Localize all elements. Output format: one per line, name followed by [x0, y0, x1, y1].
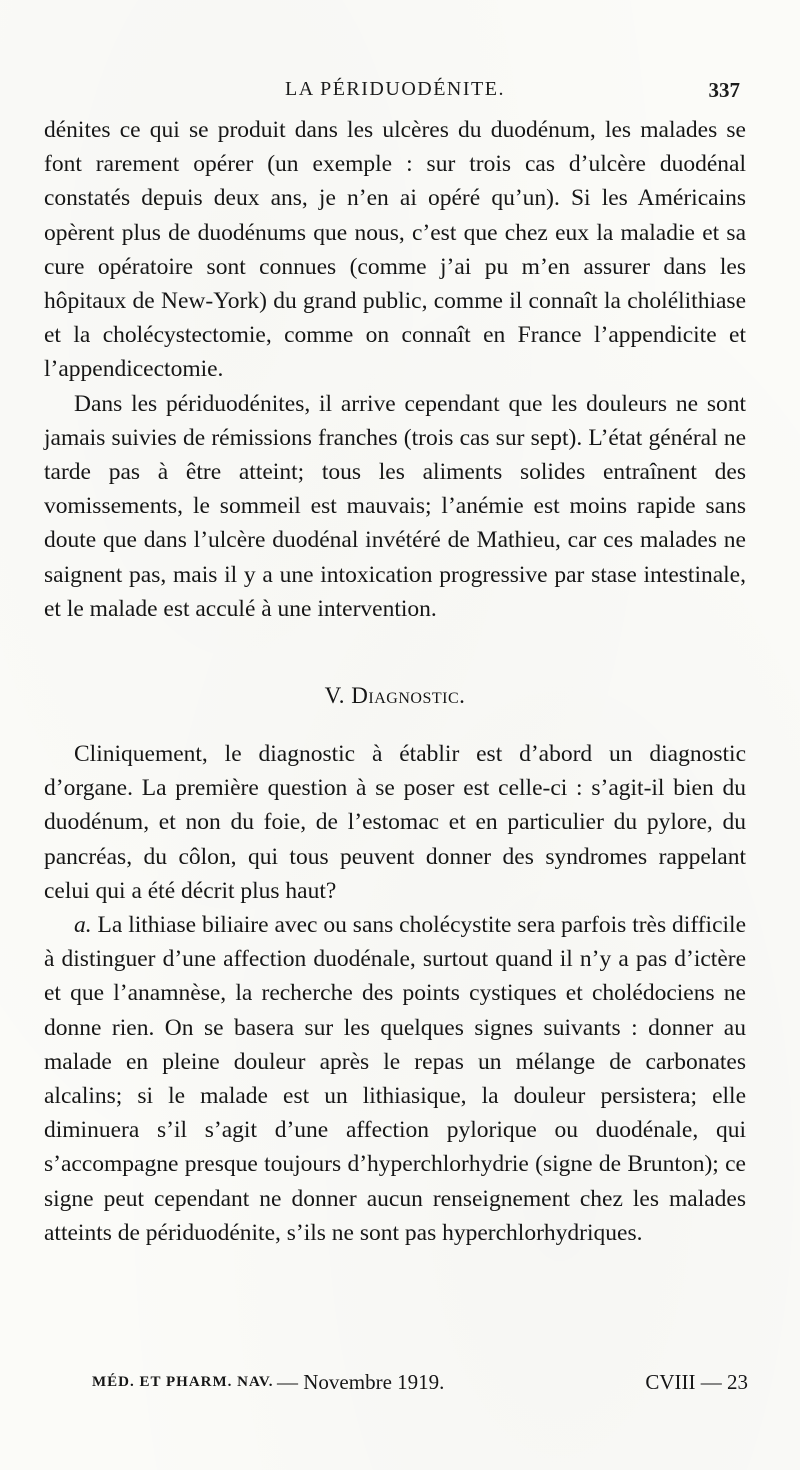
- footer-signature: CVIII — 23: [645, 1370, 748, 1394]
- running-title: LA PÉRIDUODÉNITE.: [285, 78, 505, 100]
- page-number: 337: [708, 78, 740, 102]
- paragraph-diagnostic: Cliniquement, le diagnostic à établir est d’abord un diagnostic d’organe. La première question à se poser est celle-ci : s’agit-il bien du duodénum, et non du foie, de l’estomac et en particulier du pylore, du pancréas, du côlon, qui tous peuvent donner des syndromes rappelant celui qui a été décrit plus haut?: [44, 741, 746, 904]
- footer-journal: MÉD. ET PHARM. NAV.: [92, 1374, 274, 1390]
- item-a-text: La lithiase biliaire avec ou sans cholécystite sera parfois très difficile à distinguer d’une affection duodénale, surtout quand il n’y a pas d’ictère et que l’anamnèse, la recherche des points cystiques et cholédociens ne donne rien. On se basera sur les quelques signes suivants : donner au malade en pleine douleur après le repas un mélange de carbonates alcalins; si le malade est un lithiasique, la douleur persistera; elle diminuera s’il s’agit d’une affection pylorique ou duodénale, qui s’accompagne presque toujours d’hyperchlorhydrie (signe de Brunton); ce signe peut cependant ne donner aucun renseignement chez les malades atteints de périduodénite, s’ils ne sont pas hyperchlorhydriques.: [44, 912, 746, 1246]
- section-title: Diagnostic.: [351, 683, 466, 709]
- page-header: [50, 78, 740, 108]
- page-content: [44, 113, 746, 1250]
- paragraph-item-a: [44, 908, 746, 1250]
- section-heading: [44, 679, 746, 713]
- item-a-marker: a.: [74, 912, 92, 939]
- paragraph-continued: dénites ce qui se produit dans les ulcères du duodénum, les malades se font rarement opérer (un exemple : sur trois cas d’ulcère duodénal constatés depuis deux ans, je n’en ai opéré qu’un). Si les Américains opèrent plus de duodénums que nous, c’est que chez eux la maladie et sa cure opératoire sont connues (comme j’ai pu m’en assurer dans les hôpitaux de New-York) du grand public, comme il connaît la cholélithiase et la cholécystectomie, comme on connaît en France l’appendicite et l’appendicectomie.: [44, 117, 746, 383]
- page-footer: [92, 1370, 748, 1400]
- footer-date: — Novembre 1919.: [277, 1370, 445, 1394]
- paragraph-periduodenites: Dans les périduodénites, il arrive cependant que les douleurs ne sont jamais suivies de rémissions franches (trois cas sur sept). L’état général ne tarde pas à être atteint; tous les aliments solides entraînent des vomissements, le sommeil est mauvais; l’anémie est moins rapide sans doute que dans l’ulcère duodénal invétéré de Mathieu, car ces malades ne saignent pas, mais il y a une intoxication progressive par stase intestinale, et le malade est acculé à une intervention.: [44, 390, 746, 622]
- section-number: V.: [324, 683, 346, 709]
